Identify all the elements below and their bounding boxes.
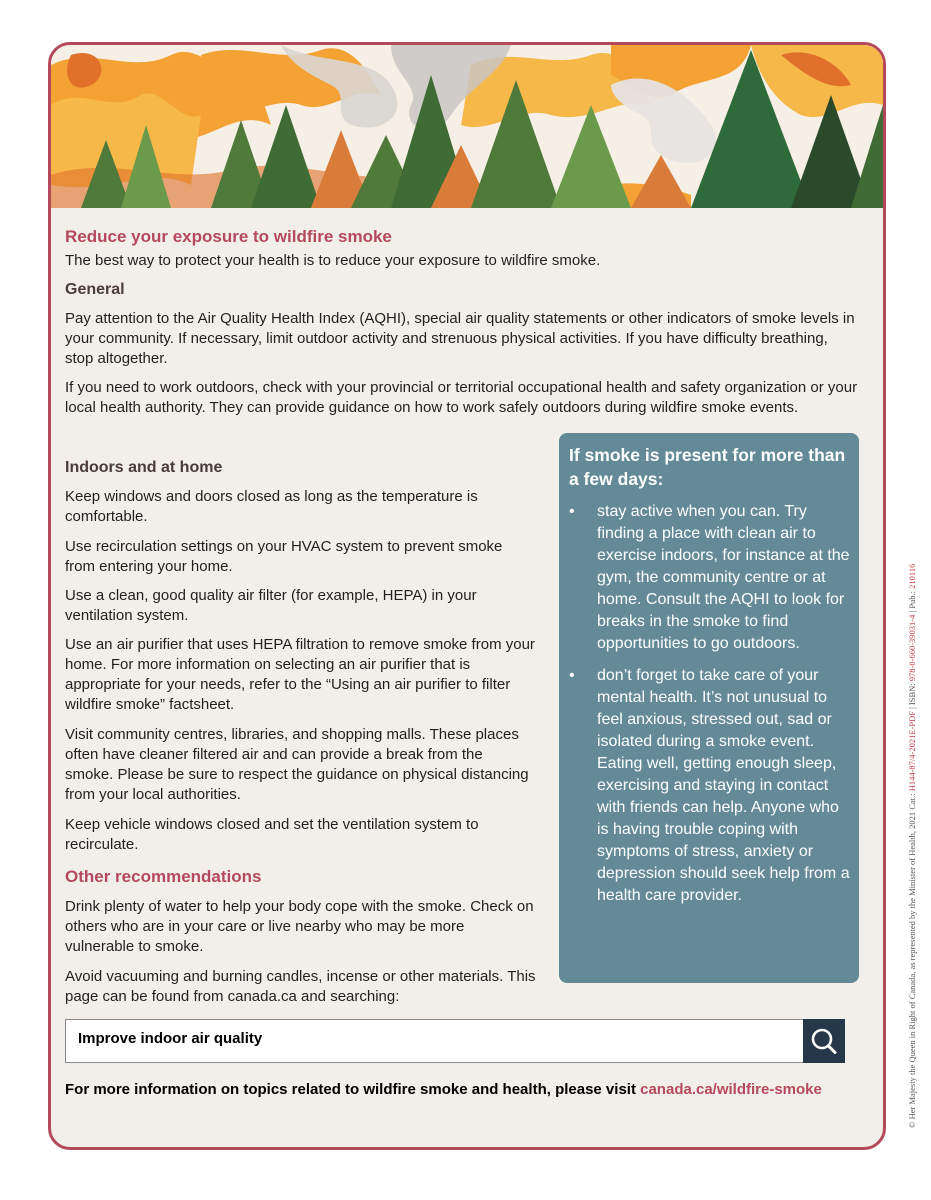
indoors-paragraph: Keep windows and doors closed as long as the temperature is comfortable. — [65, 488, 478, 525]
general-paragraph: Pay attention to the Air Quality Health Index (AQHI), special air quality statements or other indicators of smoke levels in your community. If necessary, limit outdoor activity and strenuous physical activities. If you have difficulty breathing, stop altogether. — [65, 310, 855, 367]
search-icon — [803, 1019, 845, 1063]
indoors-heading: Indoors and at home — [65, 459, 223, 476]
search-button[interactable] — [803, 1019, 845, 1063]
other-paragraph: Drink plenty of water to help your body cope with the smoke. Check on others who are in your care or live nearby who may be more vulnerable to smoke. — [65, 898, 534, 955]
list-item — [569, 665, 854, 907]
sidebox — [559, 433, 859, 983]
search-box — [65, 1019, 845, 1063]
indoors-paragraph: Use a clean, good quality air filter (for example, HEPA) in your ventilation system. — [65, 587, 477, 624]
wildfire-forest-illustration — [51, 45, 883, 208]
sidebox-list — [569, 501, 854, 917]
list-item-text: don’t forget to take care of your mental health. It’s not unusual to feel anxious, stressed out, sad or isolated during a smoke event. Eating well, getting enough sleep, exercising and staying in contact with friends can help. Anyone who is having trouble coping with symptoms of stress, anxiety or depression should seek help from a health care provider. — [597, 667, 850, 904]
indoors-paragraph: Use an air purifier that uses HEPA filtration to remove smoke from your home. For more information on selecting an air purifier that is appropriate for your needs, refer to the “Using an air purifier to filter wildfire smoke” factsheet. — [65, 636, 535, 713]
footer-link[interactable]: canada.ca/wildfire-smoke — [640, 1081, 822, 1098]
list-item — [569, 501, 854, 655]
isbn-label: | ISBN: — [907, 681, 917, 712]
intro-text: The best way to protect your health is to reduce your exposure to wildfire smoke. — [65, 252, 601, 269]
sidebox-title: If smoke is present for more than a few days: — [569, 445, 846, 489]
catalogue-number: H144-87/4-2021E-PDF — [907, 711, 917, 792]
footer-label: For more information on topics related to wildfire smoke and health, please visit — [65, 1081, 641, 1098]
bullet-icon: • — [569, 667, 575, 684]
pub-label: | Pub.: — [907, 588, 917, 615]
page-heading: Reduce your exposure to wildfire smoke — [65, 227, 392, 246]
indoors-paragraph: Use recirculation settings on your HVAC system to prevent smoke from entering your home. — [65, 538, 503, 575]
footer-text — [65, 1081, 822, 1098]
other-heading: Other recommendations — [65, 867, 262, 886]
page-frame — [48, 42, 886, 1150]
isbn-number: 978-0-660-39031-4 — [907, 614, 917, 682]
list-item-text: stay active when you can. Try finding a place with clean air to exercise indoors, for instance at the gym, the community centre or at home. Consult the AQHI to look for breaks in the smoke to find opportunities to go outdoors. — [597, 503, 850, 652]
general-heading: General — [65, 281, 125, 298]
indoors-paragraph: Visit community centres, libraries, and shopping malls. These places often have cleaner filtered air and can provide a break from the smoke. Please be sure to respect the guidance on physical distancing from your local authorities. — [65, 726, 529, 803]
bullet-icon: • — [569, 503, 575, 520]
copyright-note — [907, 564, 917, 1128]
other-paragraph: Avoid vacuuming and burning candles, incense or other materials. This page can be found from canada.ca and searching: — [65, 968, 536, 1005]
general-paragraph: If you need to work outdoors, check with your provincial or territorial occupational health and safety organization or your local health authority. They can provide guidance on how to work safely outdoors during wildfire smoke events. — [65, 379, 858, 416]
search-input[interactable]: Improve indoor air quality — [78, 1030, 263, 1047]
pub-number: 210116 — [907, 563, 917, 589]
copyright-prefix: © Her Majesty the Queen in Right of Canada, as represented by the Minister of Health, 2021 Cat.: — [907, 791, 917, 1128]
indoors-paragraph: Keep vehicle windows closed and set the ventilation system to recirculate. — [65, 816, 479, 853]
